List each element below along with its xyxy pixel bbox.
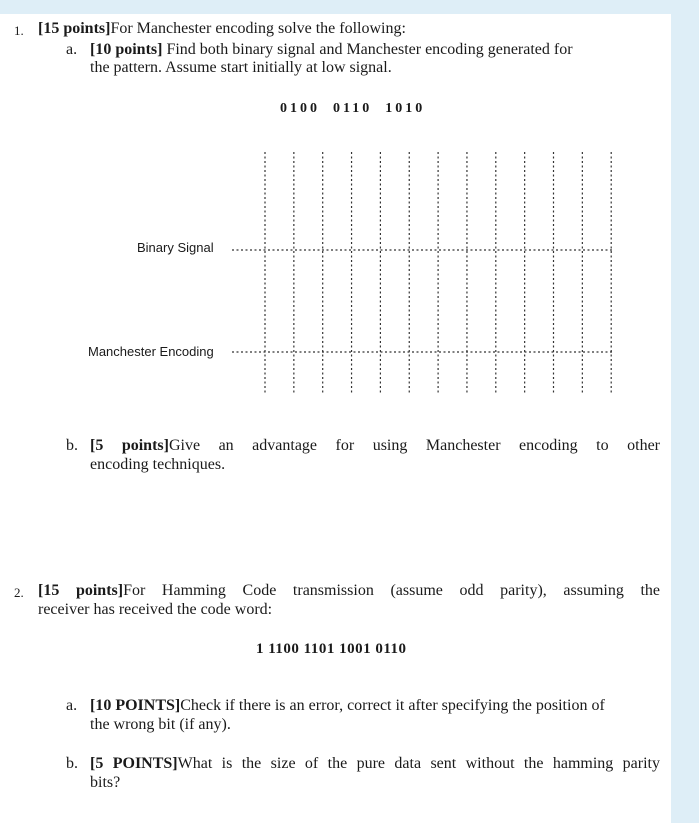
q1-number: 1. <box>14 23 24 38</box>
q2b-line2: bits? <box>90 774 121 791</box>
q1b-line1 <box>90 437 660 455</box>
q1b-line2: encoding techniques. <box>90 456 226 473</box>
q1a-text: Find both binary signal and Manchester encoding generated for <box>162 41 573 58</box>
q1b-text: Give an advantage for using Manchester encoding to other <box>168 437 661 454</box>
q2-text: For Hamming Code transmission (assume odd parity), assuming the <box>123 582 661 599</box>
q1-points: [15 points] <box>38 20 111 37</box>
q2-line1 <box>38 582 660 600</box>
q2-line2: receiver has received the code word: <box>38 601 273 618</box>
q1a-line2: the pattern. Assume start initially at low signal. <box>90 59 392 76</box>
q2-number: 2. <box>14 585 24 600</box>
q2a-line1 <box>90 697 605 715</box>
hamming-codeword: 1 1100 1101 1001 0110 <box>256 641 407 657</box>
bit-pattern: 0100 0110 1010 <box>280 101 426 116</box>
timing-grid-lines <box>265 152 611 393</box>
q2a-line2: the wrong bit (if any). <box>90 716 231 733</box>
q2b-text: What is the size of the pure data sent without the hamming parity <box>177 755 660 772</box>
q2a-text: Check if there is an error, correct it after specifying the position of <box>180 697 605 714</box>
q2a-marker: a. <box>66 697 78 714</box>
binary-signal-label: Binary Signal <box>137 240 214 255</box>
q2a-points: [10 POINTS] <box>90 697 181 714</box>
manchester-encoding-label: Manchester Encoding <box>88 344 214 359</box>
q1b-points: [5 points] <box>90 437 169 454</box>
q2b-line1 <box>90 755 660 773</box>
q1-text: For Manchester encoding solve the following: <box>110 20 406 37</box>
q1a-marker: a. <box>66 41 78 58</box>
q2b-marker: b. <box>66 755 78 772</box>
q1a-points: [10 points] <box>90 41 163 58</box>
q2b-points: [5 POINTS] <box>90 755 178 772</box>
q2-points: [15 points] <box>38 582 124 599</box>
q1b-marker: b. <box>66 437 78 454</box>
